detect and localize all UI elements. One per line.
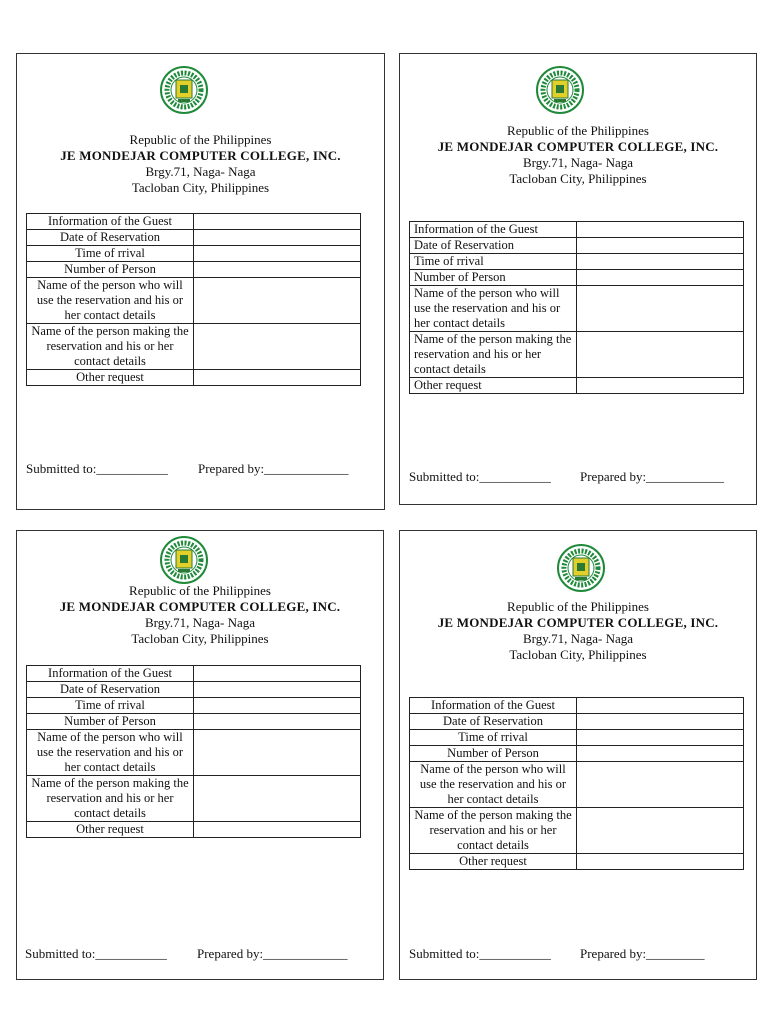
row-label: Time of rrival [410,730,577,746]
row-value-field[interactable] [577,286,744,332]
table-row [410,854,744,870]
table-row [27,246,361,262]
header-barangay: Brgy.71, Naga- Naga [144,615,256,630]
row-label: Number of Person [27,714,194,730]
row-label: Other request [410,854,577,870]
header-school: JE MONDEJAR COMPUTER COLLEGE, INC. [59,599,341,614]
table-row [27,698,361,714]
submitted-to-line: Submitted to:___________ [409,469,551,484]
table-row [410,762,744,808]
table-row [27,230,361,246]
college-seal-icon [536,66,584,114]
reservation-form-table [26,665,361,838]
table-row [410,714,744,730]
row-value-field[interactable] [194,714,361,730]
row-label: Other request [27,370,194,386]
row-value-field[interactable] [577,698,744,714]
table-row [410,746,744,762]
prepared-by-line: Prepared by:____________ [580,469,725,484]
table-row [27,682,361,698]
row-value-field[interactable] [194,278,361,324]
row-label: Name of the person making the reservation and his or her contact details [410,332,577,378]
header-school: JE MONDEJAR COMPUTER COLLEGE, INC. [437,615,719,630]
row-value-field[interactable] [577,378,744,394]
row-value-field[interactable] [194,666,361,682]
row-value-field[interactable] [577,332,744,378]
college-seal-icon [160,66,208,114]
row-label: Time of rrival [410,254,577,270]
reservation-form-table [26,213,361,386]
header-city: Tacloban City, Philippines [131,180,270,195]
table-row [410,332,744,378]
header-city: Tacloban City, Philippines [509,171,647,186]
header-city: Tacloban City, Philippines [509,647,647,662]
table-row [410,378,744,394]
row-value-field[interactable] [577,730,744,746]
table-row [27,214,361,230]
header-barangay: Brgy.71, Naga- Naga [522,155,634,170]
prepared-by-line: Prepared by:_____________ [198,461,349,476]
header-school: JE MONDEJAR COMPUTER COLLEGE, INC. [60,148,341,163]
row-label: Number of Person [410,270,577,286]
header-republic: Republic of the Philippines [129,583,271,598]
reservation-card-3 [16,530,384,980]
table-row [27,666,361,682]
row-label: Name of the person making the reservation and his or her contact details [27,324,194,370]
header-barangay: Brgy.71, Naga- Naga [522,631,634,646]
row-label: Number of Person [410,746,577,762]
table-row [27,776,361,822]
row-value-field[interactable] [194,230,361,246]
table-row [410,808,744,854]
header-republic: Republic of the Philippines [507,123,649,138]
row-label: Time of rrival [27,698,194,714]
row-value-field[interactable] [194,246,361,262]
row-value-field[interactable] [194,370,361,386]
submitted-to-line: Submitted to:___________ [26,461,168,476]
row-value-field[interactable] [577,854,744,870]
row-label: Date of Reservation [410,714,577,730]
row-value-field[interactable] [577,762,744,808]
row-label: Information of the Guest [410,698,577,714]
college-seal-icon [557,544,605,592]
row-label: Name of the person who will use the reservation and his or her contact details [27,730,194,776]
row-label: Name of the person who will use the reservation and his or her contact details [410,762,577,808]
row-label: Date of Reservation [27,682,194,698]
table-row [410,238,744,254]
table-row [410,222,744,238]
row-value-field[interactable] [194,698,361,714]
row-label: Number of Person [27,262,194,278]
row-label: Name of the person making the reservation and his or her contact details [27,776,194,822]
row-value-field[interactable] [194,682,361,698]
row-value-field[interactable] [194,324,361,370]
header-republic: Republic of the Philippines [129,132,272,147]
header-city: Tacloban City, Philippines [131,631,269,646]
row-label: Date of Reservation [27,230,194,246]
row-value-field[interactable] [577,746,744,762]
row-label: Information of the Guest [27,214,194,230]
row-label: Name of the person making the reservation and his or her contact details [410,808,577,854]
row-label: Date of Reservation [410,238,577,254]
table-row [410,254,744,270]
table-row [410,698,744,714]
row-label: Other request [410,378,577,394]
reservation-form-table [409,697,744,870]
row-label: Information of the Guest [410,222,577,238]
table-row [27,730,361,776]
row-value-field[interactable] [577,270,744,286]
table-row [27,822,361,838]
row-value-field[interactable] [194,214,361,230]
row-value-field[interactable] [577,222,744,238]
submitted-to-line: Submitted to:___________ [409,946,551,961]
row-label: Name of the person who will use the reservation and his or her contact details [27,278,194,324]
reservation-card-4 [399,530,757,980]
prepared-by-line: Prepared by:_________ [580,946,705,961]
reservation-card-1 [16,53,385,510]
row-value-field[interactable] [194,262,361,278]
row-label: Information of the Guest [27,666,194,682]
header-barangay: Brgy.71, Naga- Naga [145,164,256,179]
row-label: Other request [27,822,194,838]
row-value-field[interactable] [577,808,744,854]
college-seal-icon [160,536,208,584]
table-row [410,286,744,332]
row-label: Time of rrival [27,246,194,262]
row-label: Name of the person who will use the reservation and his or her contact details [410,286,577,332]
table-row [410,730,744,746]
row-value-field[interactable] [577,254,744,270]
row-value-field[interactable] [577,714,744,730]
table-row [27,714,361,730]
header-republic: Republic of the Philippines [507,599,649,614]
row-value-field[interactable] [577,238,744,254]
table-row [27,370,361,386]
row-value-field[interactable] [194,730,361,776]
reservation-form-table [409,221,744,394]
row-value-field[interactable] [194,776,361,822]
table-row [27,262,361,278]
header-school: JE MONDEJAR COMPUTER COLLEGE, INC. [437,139,719,154]
row-value-field[interactable] [194,822,361,838]
reservation-card-2 [399,53,757,505]
table-row [410,270,744,286]
table-row [27,278,361,324]
prepared-by-line: Prepared by:_____________ [197,946,348,961]
submitted-to-line: Submitted to:___________ [25,946,167,961]
table-row [27,324,361,370]
